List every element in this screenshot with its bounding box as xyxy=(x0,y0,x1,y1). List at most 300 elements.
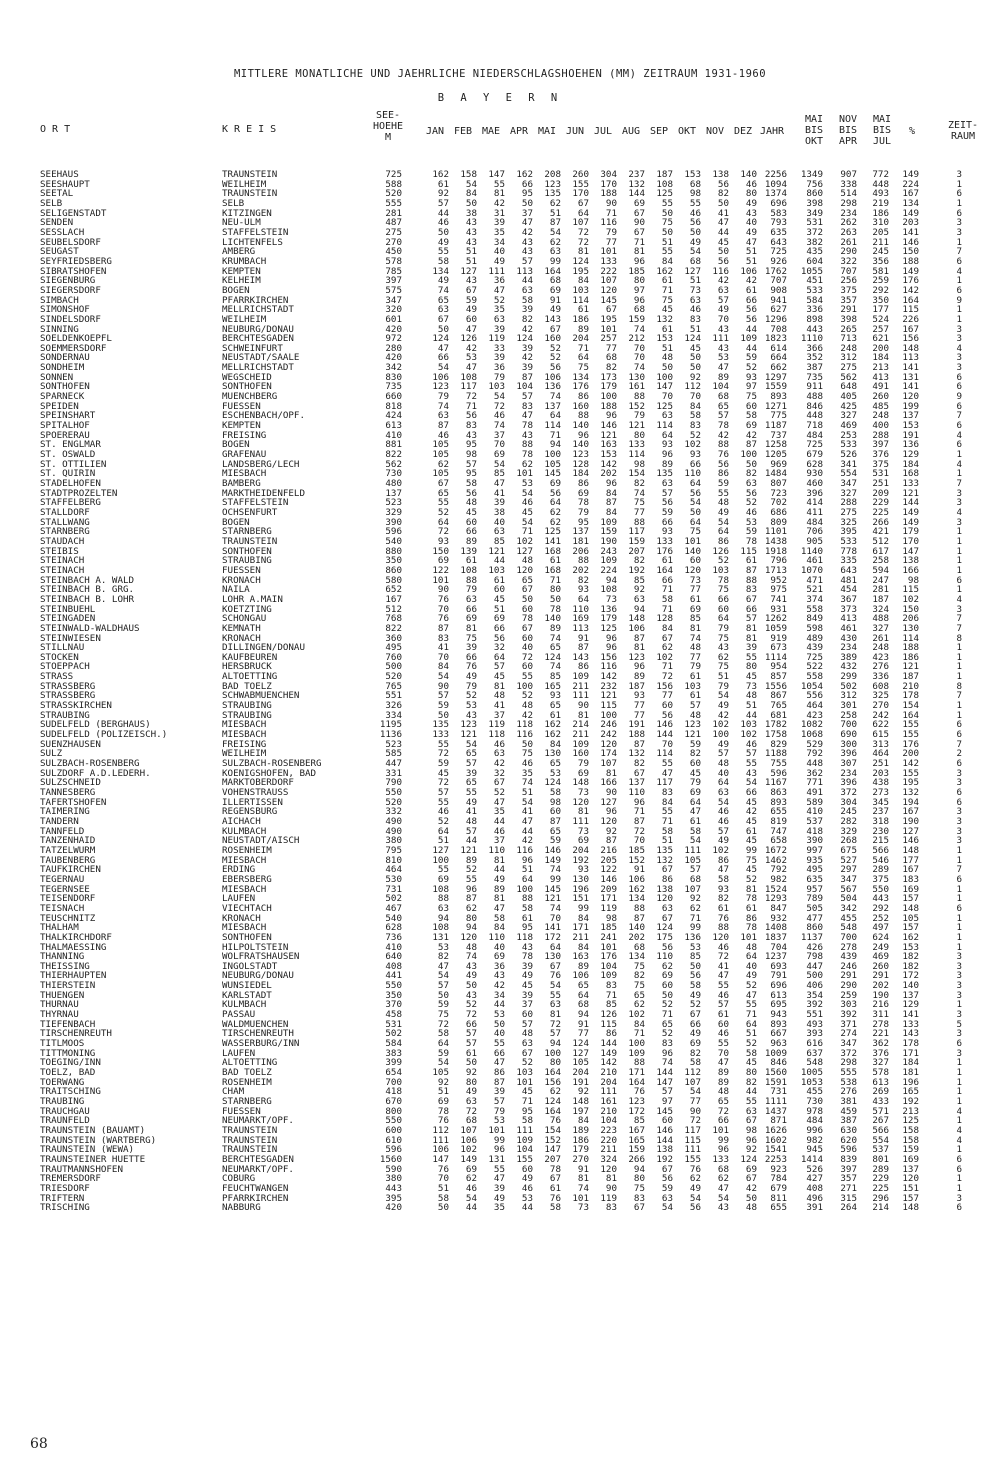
cell-value: 98 xyxy=(549,796,561,808)
cell-value: 523 xyxy=(385,738,402,750)
cell-value: 54 xyxy=(661,1202,673,1214)
cell-value: 55 xyxy=(437,738,449,750)
cell-value: 50 xyxy=(661,207,673,219)
cell-value: 74 xyxy=(437,284,449,296)
cell-value: 52 xyxy=(465,690,477,702)
cell-value: 40 xyxy=(493,941,505,953)
cell-value: 49 xyxy=(717,700,729,712)
cell-value: 71 xyxy=(549,574,561,586)
cell-value: 84 xyxy=(605,506,617,518)
cell-value: 48 xyxy=(465,497,477,509)
cell-value: 94 xyxy=(549,1038,561,1050)
cell-value: 92 xyxy=(437,1076,449,1088)
cell-value: 46 xyxy=(717,815,729,827)
cell-value: 495 xyxy=(385,642,402,654)
cell-value: 139 xyxy=(460,545,477,557)
cell-kreis: VOHENSTRAUSS xyxy=(222,787,289,798)
cell-value: 4 xyxy=(956,458,962,470)
cell-value: 78 xyxy=(745,893,757,905)
cell-value: 60 xyxy=(521,632,533,644)
cell-value: 84 xyxy=(437,661,449,673)
cell-value: 502 xyxy=(385,1028,402,1040)
cell-value: 459 xyxy=(840,1105,857,1117)
cell-value: 972 xyxy=(385,333,402,345)
cell-value: 191 xyxy=(572,1076,589,1088)
cell-value: 86 xyxy=(577,391,589,403)
cell-value: 52 xyxy=(549,352,561,364)
cell-value: 1297 xyxy=(764,371,787,383)
cell-value: 109 xyxy=(600,970,617,982)
cell-value: 58 xyxy=(437,255,449,267)
cell-value: 94 xyxy=(577,1009,589,1021)
cell-value: 708 xyxy=(770,323,787,335)
cell-value: 108 xyxy=(432,922,449,934)
cell-value: 72 xyxy=(717,951,729,963)
cell-value: 652 xyxy=(385,584,402,596)
cell-value: 225 xyxy=(872,1182,889,1194)
cell-value: 7 xyxy=(956,478,962,489)
cell-value: 108 xyxy=(432,883,449,895)
cell-value: 686 xyxy=(770,506,787,518)
cell-value: 85 xyxy=(549,671,561,683)
cell-kreis: BOGEN xyxy=(222,284,250,296)
cell-value: 643 xyxy=(840,564,857,576)
cell-value: 74 xyxy=(493,420,505,432)
cell-value: 103 xyxy=(516,1067,533,1079)
cell-value: 696 xyxy=(770,980,787,992)
cell-value: 77 xyxy=(577,1028,589,1040)
cell-value: 375 xyxy=(872,873,889,885)
cell-value: 219 xyxy=(872,197,889,209)
cell-kreis: TRAUNSTEIN xyxy=(222,1134,278,1146)
cell-value: 46 xyxy=(437,217,449,229)
cell-value: 538 xyxy=(840,1076,857,1088)
cell-value: 50 xyxy=(521,593,533,605)
cell-value: 121 xyxy=(460,729,477,741)
cell-value: 114 xyxy=(656,748,673,760)
cell-value: 69 xyxy=(465,1163,477,1175)
cell-value: 54 xyxy=(521,796,533,808)
cell-value: 77 xyxy=(605,342,617,354)
cell-value: 63 xyxy=(437,304,449,316)
cell-kreis: STRAUBING xyxy=(222,700,272,712)
cell-value: 112 xyxy=(684,381,701,393)
cell-value: 156 xyxy=(656,680,673,692)
cell-ort: ST. OSWALD xyxy=(40,449,96,461)
cell-value: 79 xyxy=(605,226,617,238)
cell-value: 168 xyxy=(902,468,919,480)
cell-value: 57 xyxy=(465,758,477,770)
cell-value: 92 xyxy=(633,584,645,596)
cell-value: 1484 xyxy=(764,468,787,480)
cell-value: 792 xyxy=(770,864,787,876)
cell-value: 292 xyxy=(872,284,889,296)
cell-kreis: STARNBERG xyxy=(222,1096,272,1107)
cell-value: 84 xyxy=(577,912,589,924)
cell-value: 100 xyxy=(516,680,533,692)
cell-value: 398 xyxy=(806,197,823,209)
cell-value: 146 xyxy=(600,420,617,432)
cell-value: 192 xyxy=(572,854,589,866)
cell-ort: SPARNECK xyxy=(40,391,85,403)
cell-value: 155 xyxy=(902,729,919,741)
cell-value: 72 xyxy=(549,1018,561,1030)
cell-value: 58 xyxy=(465,478,477,489)
cell-value: 167 xyxy=(902,806,919,818)
cell-value: 400 xyxy=(872,420,889,432)
cell-value: 397 xyxy=(872,439,889,451)
cell-kreis: AICHACH xyxy=(222,815,261,827)
cell-value: 47 xyxy=(493,796,505,808)
cell-value: 654 xyxy=(385,1067,402,1079)
cell-value: 1 xyxy=(956,564,962,576)
cell-value: 258 xyxy=(872,555,889,567)
cell-ort: STRAUBING xyxy=(40,709,90,721)
cell-value: 149 xyxy=(460,1153,477,1165)
cell-ort: STADELHOFEN xyxy=(40,478,101,489)
cell-value: 88 xyxy=(633,1057,645,1069)
cell-value: 82 xyxy=(605,362,617,374)
cell-value: 76 xyxy=(549,1115,561,1127)
cell-value: 809 xyxy=(770,516,787,528)
cell-value: 137 xyxy=(385,487,402,499)
cell-value: 81 xyxy=(745,883,757,895)
cell-value: 211 xyxy=(600,1144,617,1156)
cell-value: 1 xyxy=(956,709,962,721)
cell-value: 616 xyxy=(806,1038,823,1050)
cell-value: 106 xyxy=(572,970,589,982)
cell-value: 79 xyxy=(689,777,701,789)
cell-value: 179 xyxy=(572,1144,589,1156)
cell-value: 47 xyxy=(717,362,729,374)
cell-value: 122 xyxy=(432,564,449,576)
cell-value: 70 xyxy=(717,313,729,325)
cell-value: 62 xyxy=(437,458,449,470)
cell-value: 67 xyxy=(745,593,757,605)
cell-value: 47 xyxy=(493,1173,505,1185)
cell-value: 155 xyxy=(516,1153,533,1165)
cell-value: 62 xyxy=(549,506,561,518)
cell-value: 200 xyxy=(902,748,919,760)
cell-ort: STEINWIESEN xyxy=(40,632,101,644)
cell-value: 289 xyxy=(872,1163,889,1175)
cell-value: 42 xyxy=(521,226,533,238)
cell-value: 149 xyxy=(902,207,919,219)
cell-ort: TRAUNFELD xyxy=(40,1115,90,1127)
cell-value: 1110 xyxy=(800,333,823,345)
cell-value: 796 xyxy=(770,555,787,567)
cell-value: 64 xyxy=(577,593,589,605)
cell-value: 1167 xyxy=(764,777,787,789)
cell-value: 50 xyxy=(521,197,533,209)
cell-value: 1758 xyxy=(764,729,787,741)
cell-value: 527 xyxy=(840,854,857,866)
cell-value: 54 xyxy=(717,796,729,808)
cell-value: 57 xyxy=(661,487,673,499)
cell-value: 67 xyxy=(521,584,533,596)
cell-value: 63 xyxy=(661,1192,673,1204)
cell-value: 49 xyxy=(493,873,505,885)
cell-value: 66 xyxy=(745,787,757,798)
cell-value: 50 xyxy=(745,458,757,470)
cell-value: 164 xyxy=(656,564,673,576)
cell-value: 176 xyxy=(656,545,673,557)
cell-value: 490 xyxy=(385,825,402,837)
cell-value: 335 xyxy=(840,555,857,567)
cell-ort: SELIGENSTADT xyxy=(40,207,107,219)
cell-value: 325 xyxy=(872,690,889,702)
cell-ort: THYRNAU xyxy=(40,1009,79,1021)
cell-value: 367 xyxy=(840,593,857,605)
cell-value: 65 xyxy=(549,825,561,837)
cell-value: 62 xyxy=(689,902,701,914)
header-okt: OKT xyxy=(677,126,697,137)
cell-value: 45 xyxy=(521,1086,533,1098)
cell-value: 194 xyxy=(902,796,919,808)
cell-value: 537 xyxy=(872,1144,889,1156)
cell-value: 42 xyxy=(745,806,757,818)
cell-value: 54 xyxy=(549,980,561,992)
cell-value: 66 xyxy=(745,294,757,306)
cell-value: 148 xyxy=(572,1096,589,1107)
cell-value: 307 xyxy=(840,758,857,770)
cell-value: 47 xyxy=(661,767,673,779)
cell-value: 68 xyxy=(689,873,701,885)
cell-value: 792 xyxy=(806,748,823,760)
cell-value: 82 xyxy=(633,758,645,770)
cell-value: 226 xyxy=(902,313,919,325)
cell-value: 75 xyxy=(633,960,645,972)
cell-value: 57 xyxy=(689,864,701,876)
cell-value: 425 xyxy=(840,400,857,412)
cell-value: 99 xyxy=(745,844,757,856)
cell-value: 54 xyxy=(717,690,729,702)
cell-value: 57 xyxy=(745,613,757,625)
cell-value: 44 xyxy=(437,207,449,219)
cell-value: 60 xyxy=(521,1009,533,1021)
cell-value: 104 xyxy=(600,1115,617,1127)
cell-value: 3 xyxy=(956,217,962,229)
cell-value: 575 xyxy=(385,284,402,296)
cell-value: 70 xyxy=(437,603,449,615)
cell-value: 648 xyxy=(840,381,857,393)
cell-value: 124 xyxy=(572,255,589,267)
cell-value: 281 xyxy=(385,207,402,219)
cell-value: 99 xyxy=(493,1134,505,1146)
cell-value: 6 xyxy=(956,284,962,296)
header-jul: JUL xyxy=(593,126,613,137)
cell-value: 72 xyxy=(465,1009,477,1021)
cell-value: 380 xyxy=(385,1173,402,1185)
cell-value: 133 xyxy=(600,255,617,267)
cell-value: 61 xyxy=(493,574,505,586)
cell-value: 448 xyxy=(872,178,889,190)
cell-value: 66 xyxy=(661,574,673,586)
cell-value: 152 xyxy=(628,400,645,412)
cell-ort: STRASSBERG xyxy=(40,680,96,692)
cell-value: 71 xyxy=(633,1028,645,1040)
cell-value: 78 xyxy=(549,603,561,615)
cell-value: 87 xyxy=(633,738,645,750)
cell-value: 211 xyxy=(572,729,589,741)
cell-value: 131 xyxy=(488,1153,505,1165)
cell-value: 58 xyxy=(689,410,701,422)
cell-value: 65 xyxy=(465,777,477,789)
cell-value: 41 xyxy=(493,700,505,712)
cell-value: 66 xyxy=(521,178,533,190)
cell-value: 381 xyxy=(840,1096,857,1107)
cell-kreis: NAILA xyxy=(222,584,250,596)
cell-value: 124 xyxy=(572,1038,589,1050)
cell-value: 512 xyxy=(872,535,889,547)
cell-kreis: BOGEN xyxy=(222,439,250,451)
cell-value: 102 xyxy=(628,1009,645,1021)
cell-value: 53 xyxy=(493,1009,505,1021)
cell-value: 954 xyxy=(770,661,787,673)
cell-value: 60 xyxy=(549,806,561,818)
cell-value: 3 xyxy=(956,323,962,335)
cell-value: 1437 xyxy=(764,1105,787,1117)
cell-value: 658 xyxy=(770,835,787,847)
cell-value: 540 xyxy=(385,912,402,924)
cell-value: 70 xyxy=(633,342,645,354)
cell-ort: STEINBUEHL xyxy=(40,603,96,615)
cell-value: 161 xyxy=(628,381,645,393)
cell-value: 1 xyxy=(956,526,962,538)
cell-value: 320 xyxy=(385,304,402,316)
cell-kreis: NEUSTADT/AISCH xyxy=(222,835,300,847)
cell-value: 55 xyxy=(745,1096,757,1107)
cell-value: 94 xyxy=(549,439,561,451)
cell-value: 242 xyxy=(600,729,617,741)
cell-value: 101 xyxy=(740,931,757,943)
cell-value: 57 xyxy=(437,690,449,702)
cell-value: 613 xyxy=(872,1076,889,1088)
cell-ort: TIRSCHENREUTH xyxy=(40,1028,112,1040)
cell-value: 58 xyxy=(437,1192,449,1204)
cell-value: 56 xyxy=(689,217,701,229)
cell-value: 140 xyxy=(740,169,757,180)
cell-value: 203 xyxy=(902,217,919,229)
cell-value: 96 xyxy=(605,632,617,644)
cell-value: 52 xyxy=(549,342,561,354)
cell-value: 62 xyxy=(465,902,477,914)
cell-value: 4 xyxy=(956,342,962,354)
cell-value: 550 xyxy=(385,1115,402,1127)
cell-ort: TRAUNSTEIN (BAUAMT) xyxy=(40,1124,146,1136)
cell-value: 628 xyxy=(806,458,823,470)
cell-value: 85 xyxy=(493,535,505,547)
cell-value: 406 xyxy=(806,980,823,992)
cell-value: 50 xyxy=(437,989,449,1001)
cell-value: 111 xyxy=(516,1124,533,1136)
cell-value: 7 xyxy=(956,410,962,422)
cell-value: 725 xyxy=(770,246,787,258)
cell-value: 42 xyxy=(745,429,757,441)
cell-ort: SONDERNAU xyxy=(40,352,90,364)
cell-value: 148 xyxy=(902,1202,919,1214)
cell-value: 174 xyxy=(600,748,617,760)
cell-value: 192 xyxy=(628,564,645,576)
cell-ort: TANNFELD xyxy=(40,825,85,837)
cell-value: 86 xyxy=(577,478,589,489)
cell-ort: TOELZ, BAD xyxy=(40,1067,96,1079)
cell-value: 42 xyxy=(717,275,729,287)
cell-value: 39 xyxy=(521,342,533,354)
cell-kreis: KOETZTING xyxy=(222,603,272,615)
cell-value: 90 xyxy=(437,680,449,692)
cell-value: 45 xyxy=(437,767,449,779)
cell-value: 39 xyxy=(465,767,477,779)
cell-value: 6 xyxy=(956,439,962,451)
cell-value: 130 xyxy=(544,748,561,760)
cell-value: 127 xyxy=(516,545,533,557)
cell-value: 132 xyxy=(656,313,673,325)
cell-value: 497 xyxy=(872,922,889,934)
cell-value: 83 xyxy=(465,420,477,432)
cell-value: 69 xyxy=(577,767,589,779)
cell-value: 6 xyxy=(956,902,962,914)
cell-value: 111 xyxy=(432,1134,449,1146)
cell-kreis: KULMBACH xyxy=(222,999,267,1011)
cell-value: 124 xyxy=(740,1153,757,1165)
cell-value: 43 xyxy=(465,989,477,1001)
cell-value: 107 xyxy=(600,275,617,287)
cell-value: 288 xyxy=(840,497,857,509)
cell-value: 267 xyxy=(872,1115,889,1127)
cell-ort: STOCKEN xyxy=(40,651,79,663)
cell-value: 154 xyxy=(628,468,645,480)
cell-value: 66 xyxy=(465,526,477,538)
cell-value: 204 xyxy=(600,1076,617,1088)
cell-value: 125 xyxy=(902,1115,919,1127)
cell-value: 261 xyxy=(840,236,857,248)
cell-value: 148 xyxy=(628,613,645,625)
cell-value: 725 xyxy=(806,651,823,663)
cell-value: 67 xyxy=(465,284,477,296)
cell-ort: SELB xyxy=(40,197,63,209)
cell-value: 441 xyxy=(385,970,402,982)
cell-value: 266 xyxy=(628,1153,645,1165)
cell-value: 390 xyxy=(806,835,823,847)
cell-value: 71 xyxy=(549,429,561,441)
cell-value: 133 xyxy=(656,535,673,547)
cell-value: 3 xyxy=(956,497,962,509)
cell-kreis: FREISING xyxy=(222,429,267,441)
cell-ort: TAUFKIRCHEN xyxy=(40,864,101,876)
cell-value: 147 xyxy=(656,381,673,393)
cell-value: 6 xyxy=(956,188,962,200)
cell-value: 345 xyxy=(872,796,889,808)
cell-value: 370 xyxy=(385,999,402,1011)
cell-value: 93 xyxy=(577,584,589,596)
cell-ort: SPEINSHART xyxy=(40,410,96,422)
cell-value: 147 xyxy=(656,1076,673,1088)
cell-kreis: HILPOLTSTEIN xyxy=(222,941,289,953)
cell-value: 594 xyxy=(872,564,889,576)
cell-value: 81 xyxy=(577,246,589,258)
cell-value: 96 xyxy=(577,429,589,441)
cell-value: 148 xyxy=(902,902,919,914)
cell-value: 50 xyxy=(689,506,701,518)
cell-kreis: MELLRICHSTADT xyxy=(222,304,294,316)
cell-value: 325 xyxy=(840,516,857,528)
cell-ort: TEISNACH xyxy=(40,902,85,914)
cell-value: 64 xyxy=(745,1018,757,1030)
cell-value: 45 xyxy=(745,1057,757,1069)
cell-ort: TAUBENBERG xyxy=(40,854,96,866)
cell-value: 7 xyxy=(956,864,962,876)
